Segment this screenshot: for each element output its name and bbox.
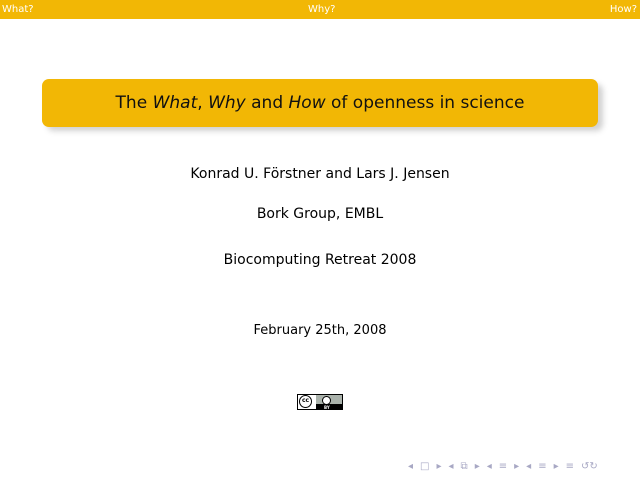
cc-icon: cc xyxy=(299,395,312,408)
title-what: What xyxy=(152,93,198,113)
nav-link-how[interactable]: How? xyxy=(609,4,637,15)
title-text xyxy=(116,93,525,113)
title-sep-2: and xyxy=(245,93,289,113)
authors: Konrad U. Förstner and Lars J. Jensen xyxy=(190,166,450,182)
prev-section-icon[interactable]: ◂ xyxy=(526,461,532,472)
title-sep-1: , xyxy=(197,93,209,113)
title-part-2: of openness in science xyxy=(325,93,525,113)
header-nav-bar xyxy=(0,0,640,19)
next-section-icon[interactable]: ▸ xyxy=(553,461,559,472)
presentation-date: February 25th, 2008 xyxy=(253,323,387,338)
search-loop-icon[interactable]: ↺↻ xyxy=(581,461,598,472)
slide-title xyxy=(42,79,598,127)
institution: Bork Group, EMBL xyxy=(256,206,384,222)
nav-link-why[interactable]: Why? xyxy=(308,4,336,15)
title-how: How xyxy=(288,93,326,113)
slide-frame-icon: □ xyxy=(420,461,430,472)
subsection-icon: ≡ xyxy=(498,461,508,472)
by-label: BY xyxy=(324,405,330,410)
title-part-1: The xyxy=(115,93,153,113)
next-subsection-icon[interactable]: ▸ xyxy=(514,461,520,472)
prev-frame-icon[interactable]: ◂ xyxy=(448,461,454,472)
prev-subsection-icon[interactable]: ◂ xyxy=(486,461,492,472)
align-icon[interactable]: ≡ xyxy=(565,461,575,472)
section-icon: ≡ xyxy=(538,461,547,472)
next-slide-icon[interactable]: ▸ xyxy=(436,461,442,472)
beamer-navigation-bar xyxy=(408,460,634,474)
frame-stack-icon: ⧉ xyxy=(460,461,468,472)
cc-badge-left xyxy=(298,395,316,409)
cc-by-license-badge[interactable] xyxy=(297,394,343,410)
prev-slide-icon[interactable]: ◂ xyxy=(408,461,414,472)
title-why: Why xyxy=(208,93,246,113)
nav-link-what[interactable]: What? xyxy=(2,4,34,15)
next-frame-icon[interactable]: ▸ xyxy=(474,461,480,472)
event-name: Biocomputing Retreat 2008 xyxy=(223,252,417,268)
